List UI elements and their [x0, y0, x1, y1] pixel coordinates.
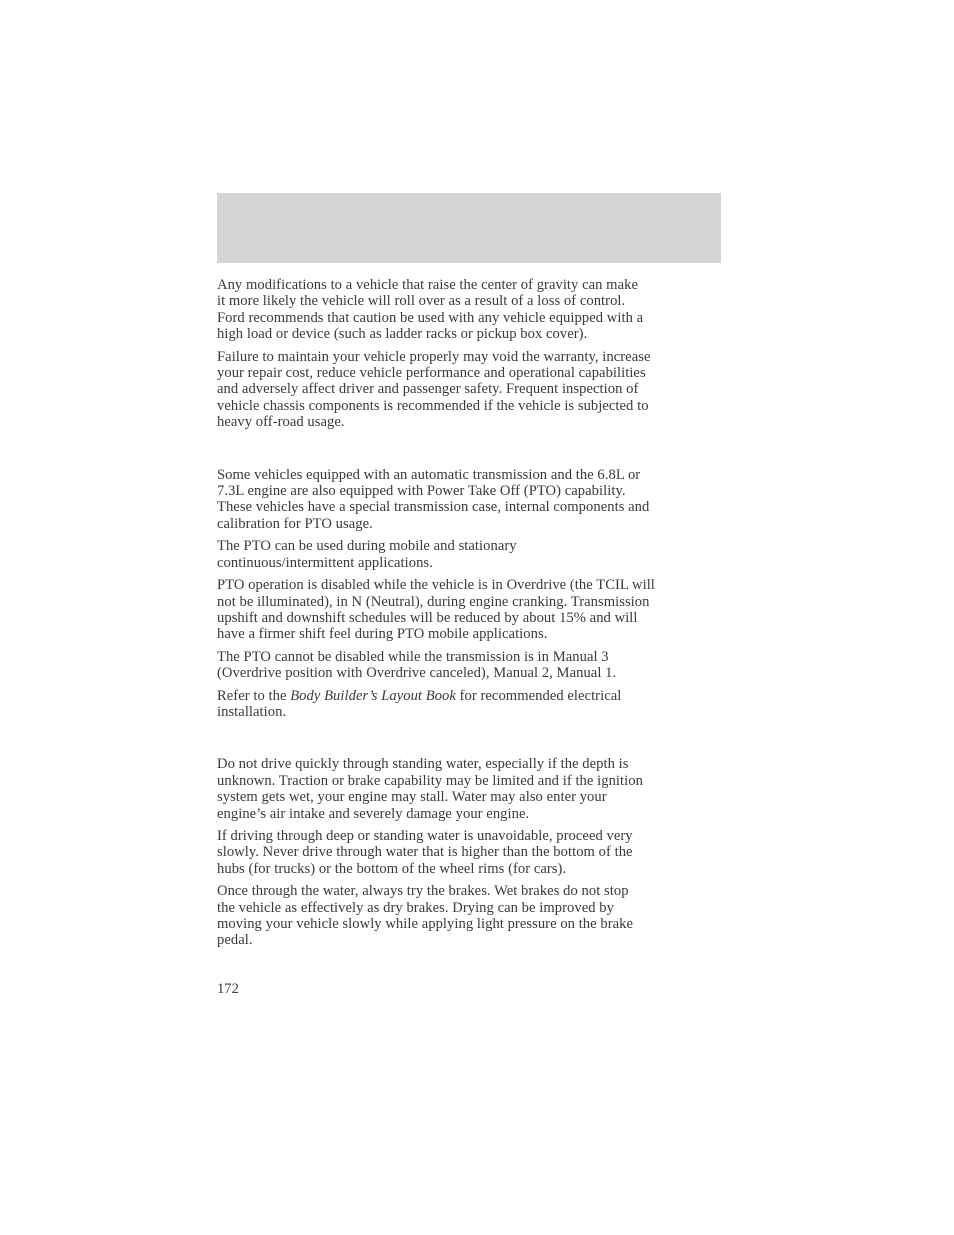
paragraph: Once through the water, always try the brakes. Wet brakes do not stop the vehicle as effectively as dry brakes. Drying can be improved by moving your vehicle slowly while applying light pressure on the brake pedal. — [217, 883, 634, 949]
refer-prefix: Refer to the — [217, 687, 291, 704]
section-driving-through-water — [217, 756, 725, 948]
refer-paragraph — [217, 688, 725, 721]
refer-suffix: for recommended electrical installation. — [217, 687, 622, 720]
book-title: Body Builder’s Layout Book — [290, 687, 456, 704]
section-gap — [217, 726, 725, 756]
paragraph: PTO operation is disabled while the vehicle is in Overdrive (the TCIL will not be illuminated), in N (Neutral), during engine cranking. Transmission upshift and downshift schedules will be reduced by about 15% and will have a firmer shift feel during PTO mobile applications. — [217, 577, 655, 643]
section-header-band — [217, 193, 721, 263]
section-gap — [217, 437, 725, 467]
paragraph: Do not drive quickly through standing water, especially if the depth is unknown. Traction or brake capability may be limited and if the ignition system gets wet, your engine may stall. Water may also enter your engine’s air intake and severely damage your engine. — [217, 756, 643, 822]
paragraph: The PTO can be used during mobile and stationary continuous/intermittent applications. — [217, 538, 517, 571]
paragraph: The PTO cannot be disabled while the transmission is in Manual 3 (Overdrive position with Overdrive canceled), Manual 2, Manual 1. — [217, 648, 617, 682]
page-number: 172 — [217, 981, 239, 997]
paragraph: Failure to maintain your vehicle properly may void the warranty, increase your repair cost, reduce vehicle performance and operational capabilities and adversely affect driver and passenger safety. Frequent inspection of vehicle chassis components is recommended if the vehicle is subjected to heavy off-road usage. — [217, 348, 651, 431]
page-body — [217, 277, 725, 955]
paragraph: Some vehicles equipped with an automatic transmission and the 6.8L or 7.3L engine are also equipped with Power Take Off (PTO) capability. These vehicles have a special transmission case, internal components and calibration for PTO usage. — [217, 466, 650, 532]
paragraph: Any modifications to a vehicle that raise the center of gravity can make it more likely the vehicle will roll over as a result of a loss of control. Ford recommends that caution be used with any vehicle equipped with a high load or device (such as ladder racks or pickup box cover). — [217, 277, 644, 343]
section-vehicle-modifications — [217, 277, 725, 431]
section-power-take-off — [217, 467, 725, 721]
paragraph: If driving through deep or standing water is unavoidable, proceed very slowly. Never drive through water that is higher than the bottom of the hubs (for trucks) or the bottom of the wheel rims (for cars). — [217, 827, 633, 877]
